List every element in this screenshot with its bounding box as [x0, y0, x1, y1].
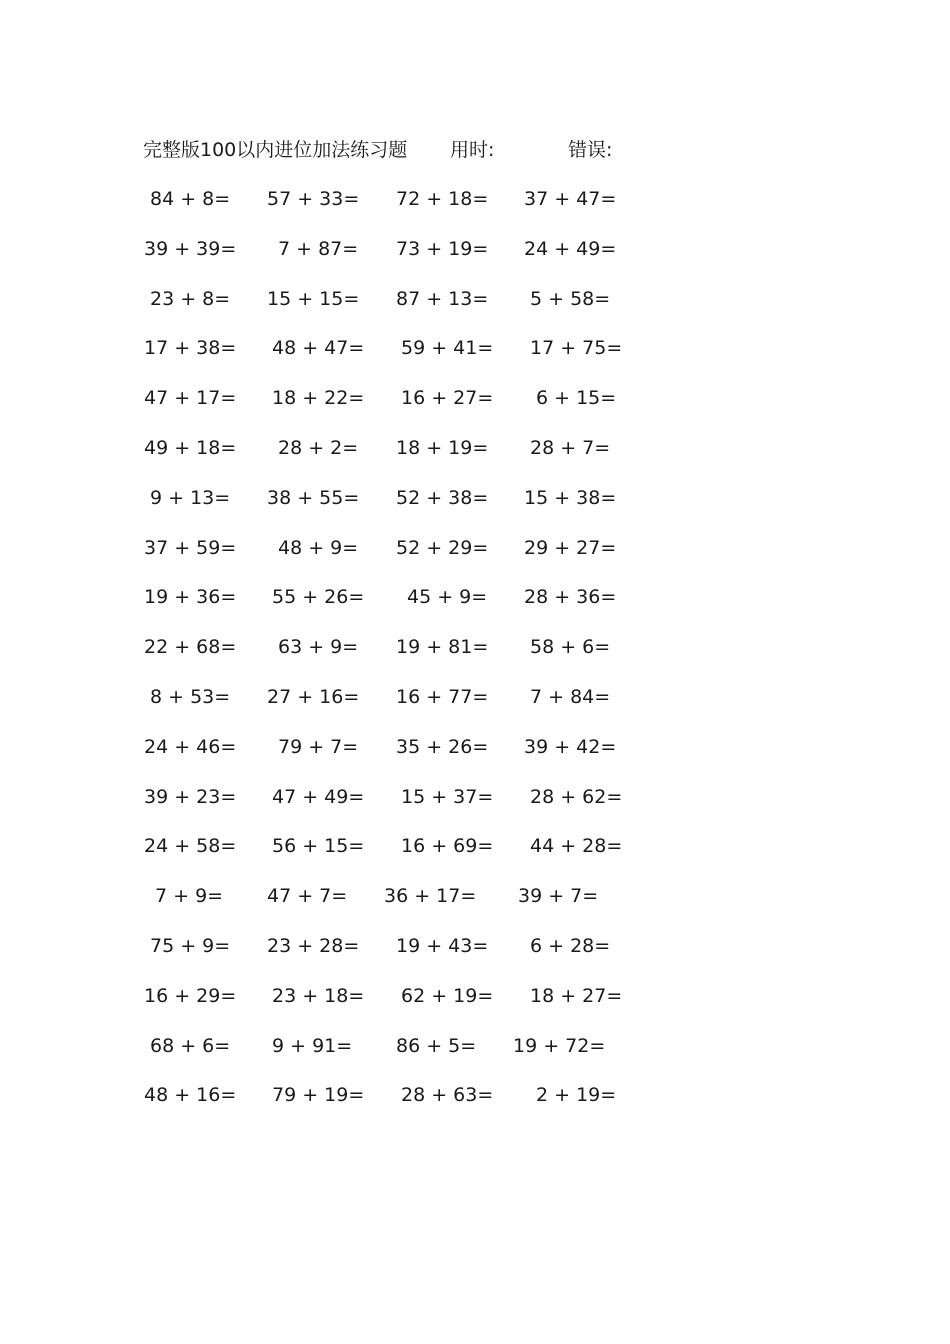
addition-problem: 39 + 39=	[144, 237, 237, 260]
addition-problem: 2 + 19=	[536, 1084, 617, 1107]
addition-problem: 68 + 6=	[150, 1034, 231, 1057]
addition-problem: 49 + 18=	[144, 436, 237, 459]
addition-problem: 27 + 16=	[267, 685, 360, 708]
addition-problem: 36 + 17=	[384, 885, 477, 908]
worksheet-header	[143, 137, 643, 163]
addition-problem: 58 + 6=	[530, 636, 611, 659]
addition-problem: 47 + 17=	[144, 387, 237, 410]
worksheet-title: 完整版100以内进位加法练习题	[143, 139, 408, 161]
time-taken-label: 用时:	[450, 139, 495, 161]
addition-problem: 35 + 26=	[396, 735, 489, 758]
problem-grid	[0, 185, 950, 1131]
addition-problem: 39 + 23=	[144, 785, 237, 808]
addition-problem: 29 + 27=	[524, 536, 617, 559]
addition-problem: 15 + 38=	[524, 486, 617, 509]
addition-problem: 23 + 18=	[272, 984, 365, 1007]
addition-problem: 28 + 7=	[530, 436, 611, 459]
addition-problem: 79 + 19=	[272, 1084, 365, 1107]
addition-problem: 39 + 7=	[518, 885, 599, 908]
addition-problem: 15 + 37=	[401, 785, 494, 808]
addition-problem: 28 + 62=	[530, 785, 623, 808]
addition-problem: 23 + 8=	[150, 287, 231, 310]
problem-row	[0, 982, 950, 1032]
problem-row	[0, 783, 950, 833]
addition-problem: 18 + 27=	[530, 984, 623, 1007]
addition-problem: 7 + 87=	[278, 237, 359, 260]
addition-problem: 48 + 16=	[144, 1084, 237, 1107]
addition-problem: 72 + 18=	[396, 188, 489, 210]
problem-row	[0, 1032, 950, 1082]
addition-problem: 57 + 33=	[267, 188, 360, 210]
problem-row	[0, 882, 950, 932]
addition-problem: 28 + 36=	[524, 586, 617, 609]
addition-problem: 38 + 55=	[267, 486, 360, 509]
addition-problem: 19 + 43=	[396, 934, 489, 957]
addition-problem: 47 + 49=	[272, 785, 365, 808]
addition-problem: 48 + 9=	[278, 536, 359, 559]
problem-row	[0, 534, 950, 584]
addition-problem: 73 + 19=	[396, 237, 489, 260]
addition-problem: 16 + 69=	[401, 835, 494, 858]
addition-problem: 79 + 7=	[278, 735, 359, 758]
problem-row	[0, 932, 950, 982]
addition-problem: 55 + 26=	[272, 586, 365, 609]
addition-problem: 28 + 2=	[278, 436, 359, 459]
addition-problem: 37 + 47=	[524, 188, 617, 210]
errors-label: 错误:	[568, 139, 613, 161]
addition-problem: 9 + 91=	[272, 1034, 353, 1057]
addition-problem: 24 + 49=	[524, 237, 617, 260]
addition-problem: 84 + 8=	[150, 188, 231, 210]
addition-problem: 37 + 59=	[144, 536, 237, 559]
problem-row	[0, 185, 950, 235]
problem-row	[0, 1081, 950, 1131]
problem-row	[0, 334, 950, 384]
addition-problem: 7 + 84=	[530, 685, 611, 708]
problem-row	[0, 733, 950, 783]
addition-problem: 24 + 46=	[144, 735, 237, 758]
addition-problem: 19 + 36=	[144, 586, 237, 609]
problem-row	[0, 384, 950, 434]
addition-problem: 59 + 41=	[401, 337, 494, 360]
addition-problem: 87 + 13=	[396, 287, 489, 310]
addition-problem: 17 + 38=	[144, 337, 237, 360]
addition-problem: 86 + 5=	[396, 1034, 477, 1057]
addition-problem: 7 + 9=	[155, 885, 224, 908]
addition-problem: 19 + 81=	[396, 636, 489, 659]
addition-problem: 45 + 9=	[407, 586, 488, 609]
addition-problem: 24 + 58=	[144, 835, 237, 858]
addition-problem: 56 + 15=	[272, 835, 365, 858]
addition-problem: 75 + 9=	[150, 934, 231, 957]
problem-row	[0, 434, 950, 484]
addition-problem: 19 + 72=	[513, 1034, 606, 1057]
addition-problem: 6 + 28=	[530, 934, 611, 957]
problem-row	[0, 583, 950, 633]
problem-row	[0, 683, 950, 733]
addition-problem: 6 + 15=	[536, 387, 617, 410]
addition-problem: 52 + 38=	[396, 486, 489, 509]
addition-problem: 39 + 42=	[524, 735, 617, 758]
addition-problem: 18 + 22=	[272, 387, 365, 410]
addition-problem: 16 + 29=	[144, 984, 237, 1007]
problem-row	[0, 235, 950, 285]
addition-problem: 15 + 15=	[267, 287, 360, 310]
problem-row	[0, 484, 950, 534]
addition-problem: 63 + 9=	[278, 636, 359, 659]
addition-problem: 18 + 19=	[396, 436, 489, 459]
addition-problem: 17 + 75=	[530, 337, 623, 360]
addition-problem: 16 + 27=	[401, 387, 494, 410]
addition-problem: 48 + 47=	[272, 337, 365, 360]
addition-problem: 23 + 28=	[267, 934, 360, 957]
addition-problem: 62 + 19=	[401, 984, 494, 1007]
addition-problem: 52 + 29=	[396, 536, 489, 559]
problem-row	[0, 633, 950, 683]
problem-row	[0, 285, 950, 335]
addition-problem: 28 + 63=	[401, 1084, 494, 1107]
problem-row	[0, 832, 950, 882]
addition-problem: 22 + 68=	[144, 636, 237, 659]
addition-problem: 47 + 7=	[267, 885, 348, 908]
addition-problem: 5 + 58=	[530, 287, 611, 310]
addition-problem: 16 + 77=	[396, 685, 489, 708]
addition-problem: 44 + 28=	[530, 835, 623, 858]
addition-problem: 9 + 13=	[150, 486, 231, 509]
addition-problem: 8 + 53=	[150, 685, 231, 708]
